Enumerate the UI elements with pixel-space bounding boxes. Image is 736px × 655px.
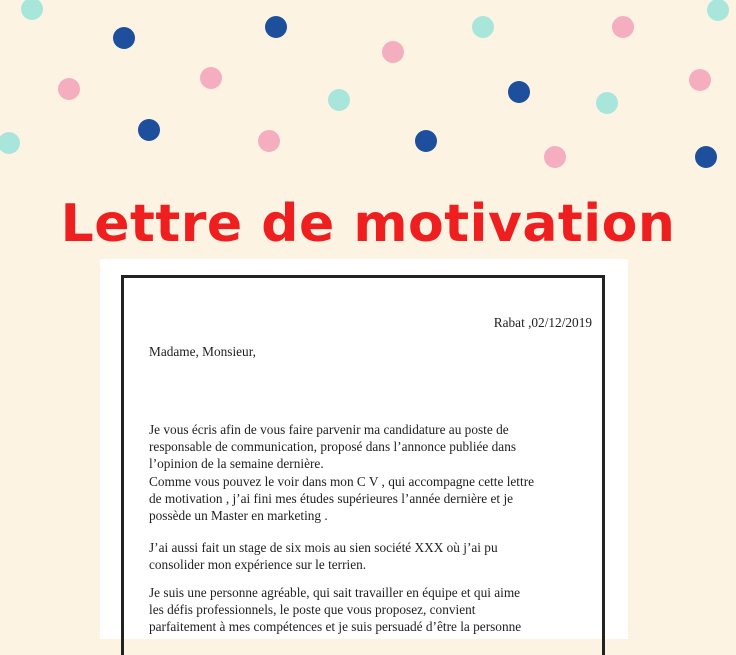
dot bbox=[472, 16, 494, 38]
dot bbox=[382, 41, 404, 63]
dot bbox=[58, 78, 80, 100]
dot bbox=[258, 130, 280, 152]
dot bbox=[695, 146, 717, 168]
dot bbox=[612, 16, 634, 38]
text-line: l’opinion de la semaine dernière. bbox=[149, 456, 324, 472]
dot bbox=[689, 69, 711, 91]
dot bbox=[596, 92, 618, 114]
dot bbox=[0, 132, 20, 154]
text-line: J’ai aussi fait un stage de six mois au sien société XXX où j’ai pu bbox=[149, 540, 498, 555]
text-line: Je suis une personne agréable, qui sait travailler en équipe et qui aime bbox=[149, 585, 521, 600]
dot bbox=[415, 130, 437, 152]
letter-paragraph-2 bbox=[149, 539, 609, 573]
letter-greeting: Madame, Monsieur, bbox=[149, 344, 256, 359]
dot bbox=[508, 81, 530, 103]
dot bbox=[21, 0, 43, 20]
page-title: Lettre de motivation bbox=[60, 194, 676, 254]
letter-date: Rabat ,02/12/2019 bbox=[493, 315, 592, 330]
letter-document bbox=[100, 259, 628, 639]
dot bbox=[138, 119, 160, 141]
dot bbox=[707, 0, 729, 21]
text-line: Comme vous pouvez le voir dans mon C V , qui accompagne cette lettre bbox=[149, 473, 535, 489]
text-line: Je vous écris afin de vous faire parvenir ma candidature au poste de bbox=[149, 422, 509, 437]
dot bbox=[113, 27, 135, 49]
letter-paragraph-1 bbox=[149, 421, 609, 524]
dot bbox=[200, 67, 222, 89]
text-line: parfaitement à mes compétences et je suis persuadé d’être la personne bbox=[149, 619, 522, 635]
text-line: de motivation , j’ai fini mes études supérieures l’année dernière et je bbox=[149, 490, 514, 506]
dot bbox=[328, 89, 350, 111]
letter-paragraph-3 bbox=[149, 584, 609, 636]
text-line: les défis professionnels, le poste que vous proposez, convient bbox=[149, 602, 476, 618]
text-line: possède un Master en marketing . bbox=[149, 508, 328, 524]
dot bbox=[265, 16, 287, 38]
text-line: responsable de communication, proposé dans l’annonce publiée dans bbox=[149, 439, 517, 455]
dot bbox=[544, 146, 566, 168]
text-line: consolider mon expérience sur le terrien. bbox=[149, 557, 367, 573]
